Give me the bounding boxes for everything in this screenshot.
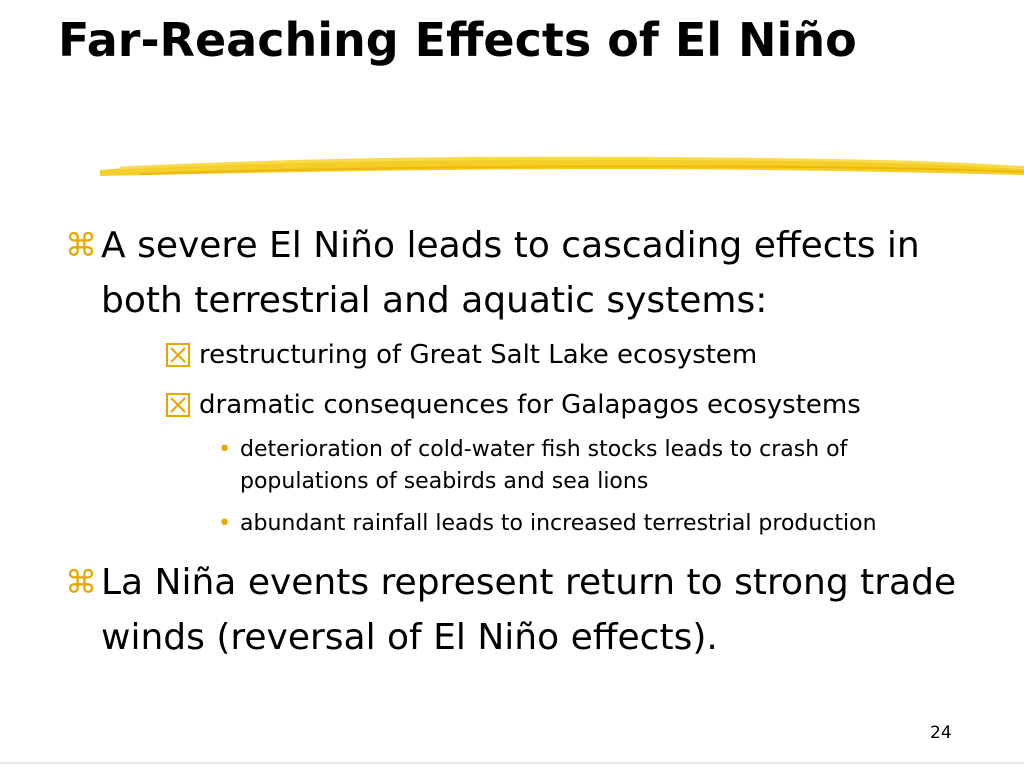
checkbox-x-icon [165,388,199,422]
slide-title: Far-Reaching Effects of El Niño [58,13,857,67]
bullet-level3 [218,434,978,498]
bullet-level2 [165,338,985,372]
bullet-level2 [165,388,985,422]
footer-divider [0,762,1024,764]
bullet-dot-icon: • [218,511,231,536]
command-icon: ⌘ [65,226,97,264]
bullet-level1 [65,555,985,665]
page-number: 24 [930,723,952,743]
bullet-dot-icon: • [218,437,231,462]
bullet-text: La Niña events represent return to strong trade winds (reversal of El Niño effects). [101,562,957,658]
title-underline-brushstroke [100,148,1024,184]
bullet-text: deterioration of cold-water fish stocks leads to crash of populations of seabirds and sea lions [240,437,848,494]
bullet-level1 [65,218,985,328]
bullet-level3 [218,508,978,540]
command-icon: ⌘ [65,563,97,601]
bullet-text: dramatic consequences for Galapagos ecosystems [199,390,861,420]
bullet-text: restructuring of Great Salt Lake ecosystem [199,340,758,370]
checkbox-x-icon [165,338,199,372]
bullet-text: A severe El Niño leads to cascading effects in both terrestrial and aquatic systems: [101,225,920,321]
bullet-text: abundant rainfall leads to increased terrestrial production [240,511,877,536]
